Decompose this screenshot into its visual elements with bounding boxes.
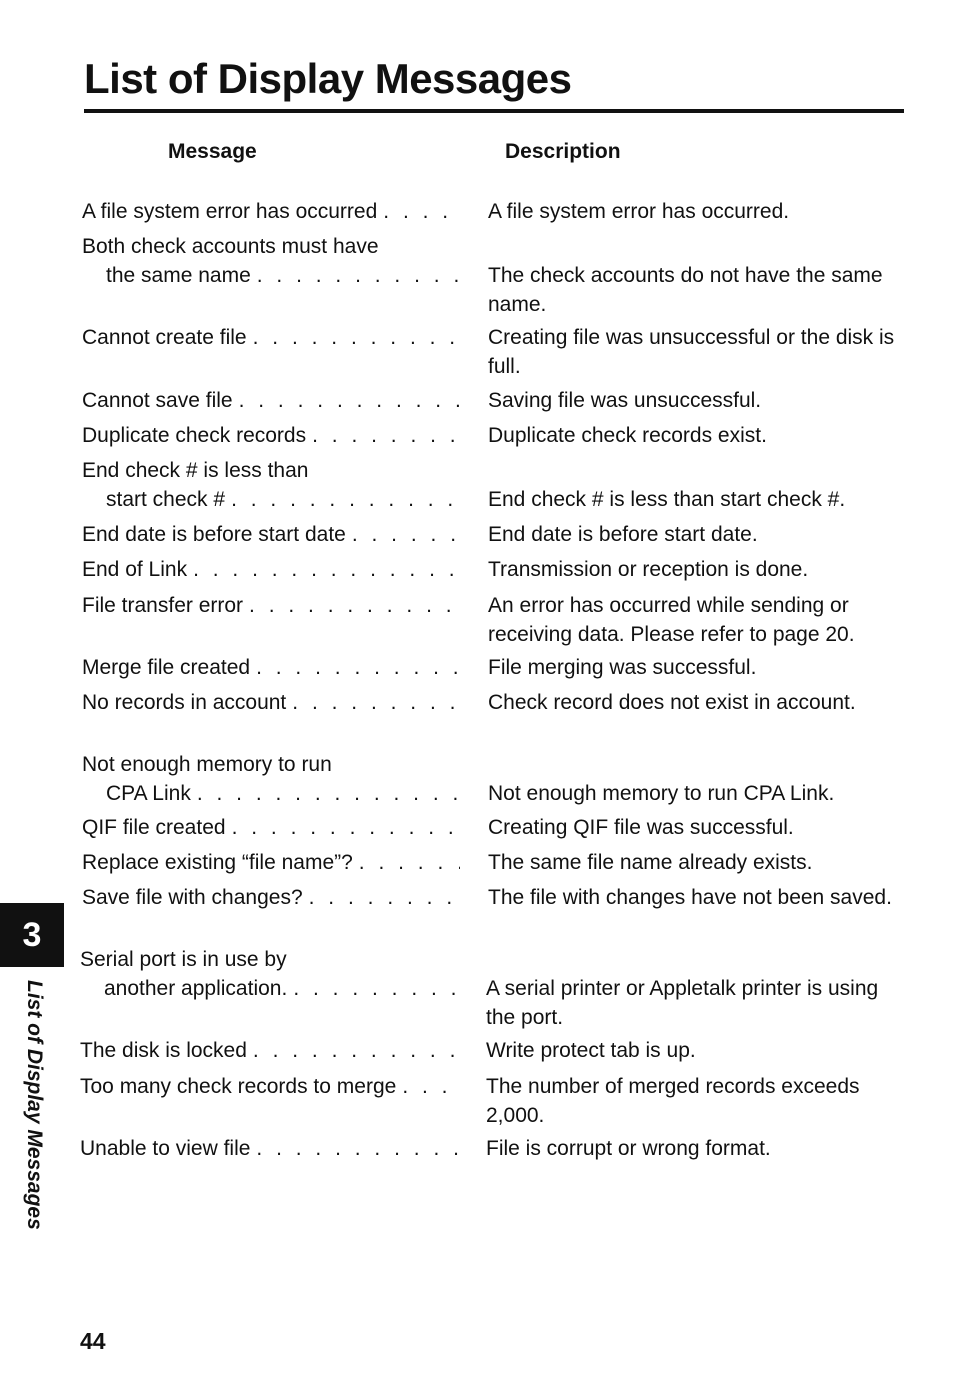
message-cell xyxy=(82,456,460,514)
dot-leader xyxy=(286,688,460,717)
description-cell xyxy=(488,555,908,584)
description-text: Creating file was unsuccessful or the disk is full. xyxy=(488,326,895,378)
message-cell xyxy=(82,688,460,717)
dot-leader xyxy=(191,779,460,808)
dot-leader xyxy=(226,813,460,842)
description-cell xyxy=(488,591,908,649)
message-text: Unable to view file xyxy=(80,1137,251,1160)
message-text: start check # xyxy=(106,488,226,511)
message-cell xyxy=(82,386,460,415)
description-text: File is corrupt or wrong format. xyxy=(486,1137,771,1160)
description-cell xyxy=(488,813,908,842)
message-cell xyxy=(82,653,460,682)
message-text: No records in account xyxy=(82,691,287,714)
message-text-line1: Serial port is in use by xyxy=(80,948,287,971)
description-text: A serial printer or Appletalk printer is using the port. xyxy=(486,977,879,1029)
description-text: Not enough memory to run CPA Link. xyxy=(488,782,835,805)
page-title: List of Display Messages xyxy=(84,55,572,102)
dot-leader xyxy=(287,974,458,1003)
dot-leader xyxy=(396,1072,458,1101)
message-text: End of Link xyxy=(82,558,188,581)
message-text: Cannot save file xyxy=(82,389,233,412)
description-cell xyxy=(488,779,908,808)
message-text: File transfer error xyxy=(82,594,244,617)
message-cell xyxy=(82,848,460,877)
dot-leader xyxy=(243,591,460,620)
description-text: The number of merged records exceeds 2,000. xyxy=(486,1075,860,1127)
message-cell xyxy=(80,1072,458,1101)
message-cell xyxy=(82,555,460,584)
dot-leader xyxy=(233,386,460,415)
message-text: Cannot create file xyxy=(82,326,247,349)
message-text: Save file with changes? xyxy=(82,886,303,909)
column-header-message: Message xyxy=(168,140,257,163)
dot-leader xyxy=(187,555,460,584)
description-text: Saving file was unsuccessful. xyxy=(488,389,762,412)
description-text: Duplicate check records exist. xyxy=(488,424,767,447)
description-cell xyxy=(488,261,908,319)
description-text: Transmission or reception is done. xyxy=(488,558,809,581)
message-cell xyxy=(82,520,460,549)
dot-leader xyxy=(225,485,460,514)
message-text: Too many check records to merge xyxy=(80,1075,397,1098)
message-cell xyxy=(82,323,460,352)
message-cell xyxy=(80,945,458,1003)
description-text: The same file name already exists. xyxy=(488,851,813,874)
description-cell xyxy=(488,421,908,450)
message-text: another application. xyxy=(104,977,288,1000)
description-cell xyxy=(486,1134,906,1163)
description-text: End date is before start date. xyxy=(488,523,758,546)
chapter-tab: 3 xyxy=(0,903,64,967)
message-text: CPA Link xyxy=(106,782,191,805)
message-text: QIF file created xyxy=(82,816,226,839)
description-cell xyxy=(488,197,908,226)
message-cell xyxy=(82,813,460,842)
description-text: Check record does not exist in account. xyxy=(488,691,856,714)
dot-leader xyxy=(346,520,460,549)
description-cell xyxy=(488,520,908,549)
message-cell xyxy=(82,750,460,808)
message-cell xyxy=(82,421,460,450)
dot-leader xyxy=(251,261,460,290)
description-text: End check # is less than start check #. xyxy=(488,488,846,511)
description-text: An error has occurred while sending or receiving data. Please refer to page 20. xyxy=(488,594,855,646)
description-cell xyxy=(486,1036,906,1065)
page-number: 44 xyxy=(80,1328,106,1354)
message-text: A file system error has occurred xyxy=(82,200,378,223)
message-text: End date is before start date xyxy=(82,523,346,546)
dot-leader xyxy=(303,883,460,912)
message-cell xyxy=(80,1134,458,1163)
message-text-line1: Both check accounts must have xyxy=(82,235,379,258)
description-text: The check accounts do not have the same name. xyxy=(488,264,883,316)
message-cell xyxy=(82,197,460,226)
dot-leader xyxy=(250,653,460,682)
description-cell xyxy=(486,974,906,1032)
dot-leader xyxy=(247,1036,458,1065)
message-text-line1: Not enough memory to run xyxy=(82,753,332,776)
message-cell xyxy=(80,1036,458,1065)
dot-leader xyxy=(250,1134,458,1163)
message-text: The disk is locked xyxy=(80,1039,247,1062)
description-cell xyxy=(488,883,908,912)
description-text: Write protect tab is up. xyxy=(486,1039,696,1062)
column-header-description: Description xyxy=(505,140,621,163)
chapter-side-label: List of Display Messages xyxy=(23,980,46,1230)
message-text: Replace existing “file name”? xyxy=(82,851,353,874)
description-cell xyxy=(486,1072,906,1130)
message-text: the same name xyxy=(106,264,251,287)
dot-leader xyxy=(353,848,460,877)
message-cell xyxy=(82,591,460,620)
description-text: The file with changes have not been saved. xyxy=(488,886,892,909)
message-cell xyxy=(82,883,460,912)
description-cell xyxy=(488,485,908,514)
description-text: A file system error has occurred. xyxy=(488,200,790,223)
message-text: Merge file created xyxy=(82,656,251,679)
dot-leader xyxy=(306,421,460,450)
dot-leader xyxy=(247,323,460,352)
description-cell xyxy=(488,323,908,381)
message-text: Duplicate check records xyxy=(82,424,307,447)
message-cell xyxy=(82,232,460,290)
description-cell xyxy=(488,848,908,877)
description-cell xyxy=(488,386,908,415)
description-cell xyxy=(488,653,908,682)
message-text-line1: End check # is less than xyxy=(82,459,309,482)
dot-leader xyxy=(377,197,460,226)
description-text: File merging was successful. xyxy=(488,656,757,679)
description-cell xyxy=(488,688,908,717)
description-text: Creating QIF file was successful. xyxy=(488,816,794,839)
